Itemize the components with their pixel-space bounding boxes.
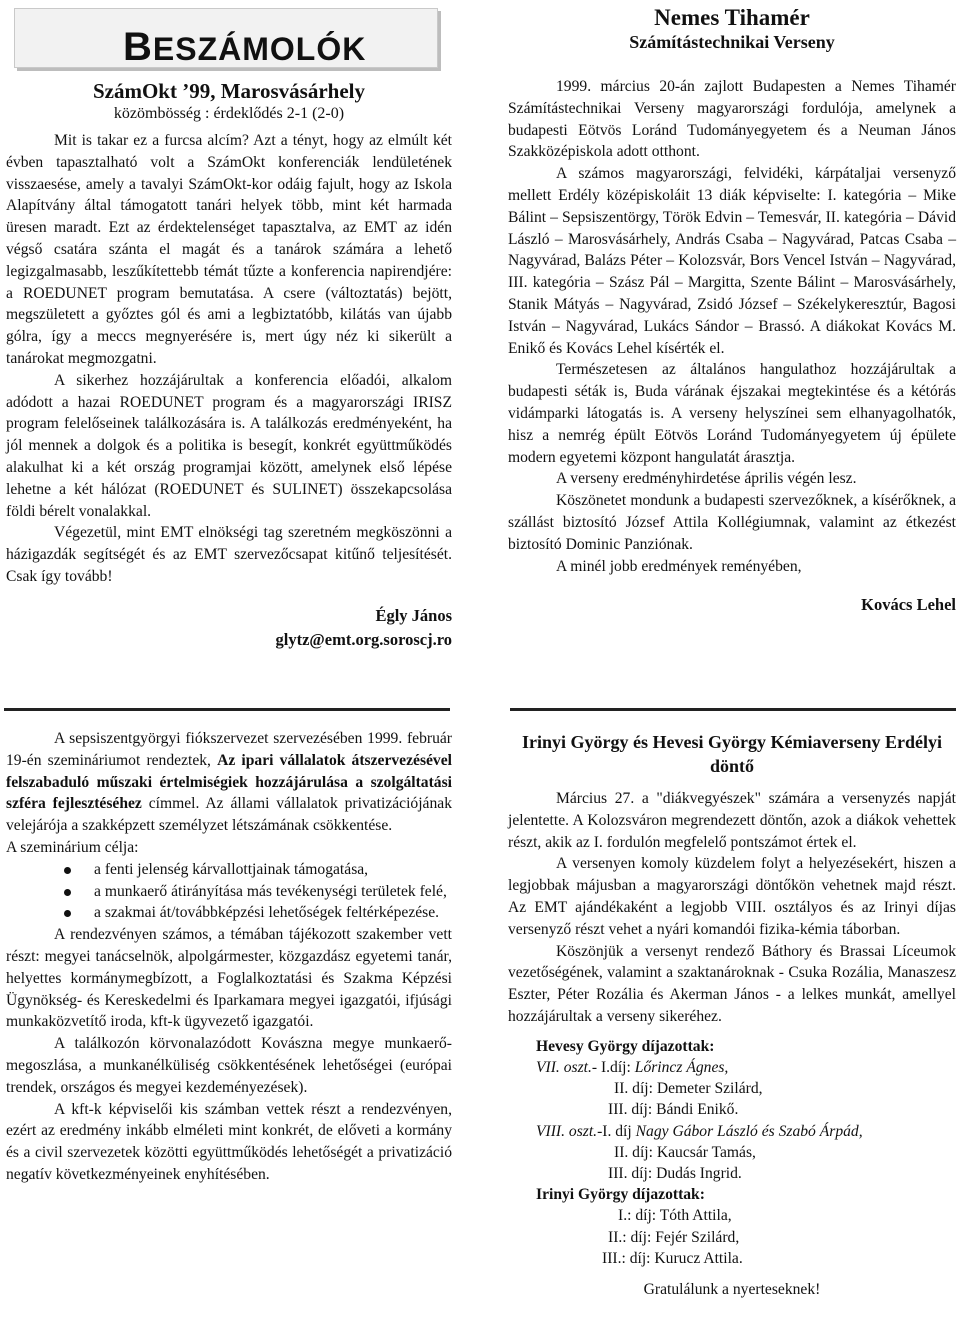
paragraph: Köszönjük a versenyt rendező Báthory és Brassai Líceumok vezetőségének, valamint a szaktanároknak - Csuka Rozália, Manaszesz Eszter, Péter Rozália és Akerman János - a lelkes munkát, amellyel hozzájárultak a verseny sikeréhez.: [508, 942, 956, 1025]
author-name: Égly János: [375, 605, 452, 625]
bullet-icon: [64, 910, 71, 917]
section-title-rest: ESZÁMOLÓK: [152, 31, 367, 67]
paragraph: A versenyen komoly küzdelem folyt a helyezésekért, hiszen a legjobbak májusban a magyarországi döntőkön vehetnek majd részt. Az EMT ajándékaként a legjobb VIII. osztályos és az Irinyi díjas versenyző részt vehet a nyári komandói fizika-kémia táborban.: [508, 855, 956, 938]
paragraph: [6, 728, 452, 837]
paragraph: Végezetül, mint EMT elnökségi tag szeretném megköszönni a házigazdák segítségét és az EMT szervezőcsapat kitűnő teljesítését. Csak így tovább!: [6, 524, 452, 585]
section-header-box: [14, 8, 438, 68]
award-line: II.: díj: Fejér Szilárd,: [608, 1228, 740, 1246]
list-item: [6, 881, 452, 903]
paragraph: A minél jobb eredmények reményében,: [556, 557, 802, 575]
award-winner: Nagy Gábor László és Szabó Árpád,: [635, 1122, 863, 1140]
list-item-text: a fenti jelenség kárvallottjainak támogatása,: [94, 860, 369, 878]
intro-text: A sepsiszentgyörgyi fiókszervezet szervezésében 1999. február 19-én szemináriumot rendeztek,: [6, 730, 452, 769]
award-line: [536, 1057, 956, 1078]
awards-list: [508, 1036, 956, 1269]
seminar-title: Az ipari vállalatok átszervezésével felszabaduló műszaki értelmiségiek hozzájárulása a szolgáltatási szféra fejlesztéséhez: [6, 751, 452, 813]
bullet-icon: [64, 867, 71, 874]
aim-label: A szeminárium célja:: [6, 838, 139, 856]
section-title-initial: B: [123, 25, 153, 69]
article-title: SzámOkt ’99, Marosvásárhely: [92, 79, 365, 103]
paragraph: Köszönetet mondunk a budapesti szervezőknek, a kísérőknek, a szállást biztosító József Attila Kollégiumnak, valamint az étkezést biztosító Dominic Panziónak.: [508, 492, 956, 553]
paragraph: A találkozón körvonalazódott Kovászna megye munkaerő-megoszlása, a munkanélküliség csökkentésének lehetőségei (európai trendek, országos és megyei kezdeményezések).: [6, 1035, 452, 1096]
article-subheading: Számítástechnikai Verseny: [629, 32, 835, 52]
award-line: III.: díj: Kurucz Attila.: [602, 1249, 743, 1267]
paragraph: Március 27. a "diákvegyészek" számára a versenyzés napját jelentette. A Kolozsváron megrendezett döntőn, azok a diákok vehettek részt, akik az I. fordulón megfelelő pontszámot értek el.: [508, 790, 956, 851]
article-heading: Nemes Tihamér: [654, 5, 810, 30]
awards-heading: Hevesy György díjazottak:: [536, 1037, 715, 1055]
paragraph: 1999. március 20-án zajlott Budapesten a Nemes Tihamér Számítástechnikai Verseny magyarországi fordulója, amelynek a budapesti Eötvös Loránd Tudományegyetem és a Neuman János Szakközépiskola adott otthont.: [508, 78, 956, 161]
article-subtitle: közömbösség : érdeklődés 2-1 (2-0): [113, 105, 345, 122]
author-name: Kovács Lehel: [861, 595, 956, 615]
list-item: [6, 859, 452, 881]
bullet-icon: [64, 889, 71, 896]
paragraph: A kft-k képviselői kis számban vettek részt a rendezvényen, ezért az eredmény inkább elméleti mint konkrét, de előveti a kormány és a civil szervezetek közötti együttműködés lehetőségét a privatizáció negatív következményeinek enyhítésében.: [6, 1100, 452, 1183]
paragraph: A rendezvényen számos, a témában tájékozott szakember vett részt: megyei tanácselnök, alpolgármester, közgazdász egyetemi tanár, helyettes kormánymegbízott, a Foglalkoztatási és Szakma Képzési Ügynökség- és Kereskedelmi és Iparkamara megyei igazgatói, ifjúsági munkaközvetítő iroda, kft-k ügyvezető igazgatói.: [6, 926, 452, 1031]
divider-right: [510, 708, 956, 711]
paragraph: A sikerhez hozzájárultak a konferencia előadói, alkalom adódott a hazai ROEDUNET program és a magyarországi IRISZ program felelőseinek találkozására is. A találkozás eredményeként, ha jól mennek a dolgok és a politika is besegít, konkrét együttműködés alakulhat ki a két ország programjai között, amelynek első lépése lehetne a két hálózat (ROEDUNET és SULINET) összekapcsolása földi bérelt vonalakkal.: [6, 371, 452, 520]
article-seminar: [6, 728, 452, 1186]
grade-label: VIII. oszt.: [536, 1122, 598, 1140]
article-szamokt: [6, 78, 452, 652]
closing-line: Gratulálunk a nyerteseknek!: [643, 1281, 821, 1298]
award-line: II. díj: Demeter Szilárd,: [614, 1080, 763, 1098]
list-item: [6, 902, 452, 924]
article-nemes-tihamer: [508, 4, 956, 617]
intro-text-end: címmel. Az állami vállalatok privatizációjának velejárója a szakképzett személyzet létszámának csökkentése.: [6, 795, 452, 835]
paragraph: Természetesen az általános hangulathoz hozzájárultak a budapesti séták is, Buda várának éjszakai megtekintése és a kétórás vidámparki látogatás is. A verseny helyszínei sem elhanyagolhatók, hisz a nemrég épült Eötvös Loránd Tudományegyetem új épülete modern egyetemi központ hangulatát árasztja.: [508, 361, 956, 466]
award-rank: -I. díj: [597, 1122, 636, 1140]
article-title: Irinyi György és Hevesi György Kémiaverseny Erdélyi döntő: [522, 732, 942, 776]
award-line: II. díj: Kaucsár Tamás,: [614, 1143, 756, 1161]
grade-label: VII. oszt.: [536, 1058, 592, 1076]
author-email: glytz@emt.org.soroscj.ro: [275, 629, 452, 649]
award-line: I.: díj: Tóth Attila,: [618, 1207, 732, 1225]
aim-list: [6, 859, 452, 924]
article-kemiaverseny: [508, 730, 956, 1301]
list-item-text: a munkaerő átirányítása más tevékenységi területek felé,: [94, 882, 447, 900]
award-line: [536, 1121, 956, 1142]
paragraph: A verseny eredményhirdetése április végén lesz.: [556, 470, 857, 488]
paragraph: A számos magyarországi, felvidéki, kárpátaljai versenyző mellett Erdély középiskoláit 13 diák képviselte: I. kategória – Mike Bálint – Sepsiszentörgy, Török Edvin – Temesvár, II. kategória – Dávid László – Marosvásárhely, András Csaba – Nagyvárad, Patcas Csaba – Nagyvárad, Balázs Péter – Kolozsvár, Bors Vencel István – Nagyvárad, III. kategória – Szász Pál – Margitta, Szente Bálint – Marosvásárhely, Stanik Mátyás – Nagyvárad, Zsidó József – Székelykeresztúr, Bagosi István – Nagyvárad, Lukács Sándor – Brassó. A diákokat Kovács M. Enikő és Kovács Lehel kísérték el.: [508, 165, 956, 357]
award-winner: Lőrincz Ágnes,: [634, 1058, 729, 1076]
section-title: [123, 25, 366, 70]
list-item-text: a szakmai át/továbbképzési lehetőségek feltérképezése.: [94, 904, 440, 922]
award-line: III. díj: Dudás Ingrid.: [608, 1164, 742, 1182]
award-line: III. díj: Bándi Enikő.: [608, 1101, 739, 1119]
paragraph: Mit is takar ez a furcsa alcím? Azt a tényt, hogy az elmúlt két évben tapasztalható volt a SzámOkt konferenciák lendületének visszaesése, amely a tavalyi SzámOkt-kor odáig fajult, hogy az Iskola Alapítvány által támogatott tanári helyek több, mint két harmada üresen maradt. Ezt az érdektelenséget tapasztalva, az EMT az idén végső csatára szánta el magát és a tanárok számára a lehető legizgalmasabb, leszűkítettebb témát tűzte a konferencia napirendjére: a ROEDUNET program bemutatása. A csere (változtatás) bejött, megszületett a győztes gól és ami a legbiztatóbb, kilátás van újabb gólra, így a meccs megnyerésére is, mert úgy néz ki sikerült a tanárokat megmozgatni.: [6, 132, 452, 367]
awards-heading: Irinyi György díjazottak:: [536, 1186, 705, 1204]
divider-left: [4, 708, 450, 711]
award-rank: - I.díj:: [591, 1058, 635, 1076]
